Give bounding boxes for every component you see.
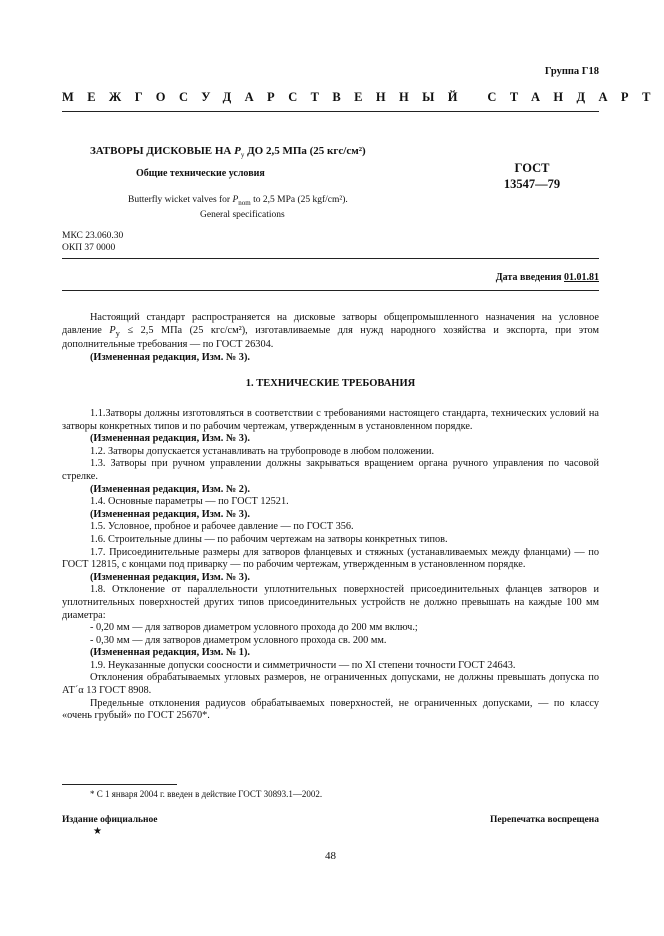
codes-rule <box>62 258 599 259</box>
group-code: Группа Г18 <box>544 66 599 77</box>
amendment-note: (Измененная редакция, Изм. № 3). <box>90 508 250 520</box>
amendment-note: (Измененная редакция, Изм. № 2). <box>90 483 250 495</box>
document-title: ЗАТВОРЫ ДИСКОВЫЕ НА $Р_у$ ДО 2,5 МПа (25 кгс/см²) <box>90 145 366 160</box>
reprint-notice: Перепечатка воспрещена <box>489 815 599 825</box>
clause-1-8: 1.8. Отклонение от параллельности уплотнительных поверхностей присоединительных фланцев затворов и уплотнительных поверхностей других типов присоединительных устройств не должно превышать на каждые 100 мм диаметра: <box>62 584 599 621</box>
date-rule <box>62 290 599 291</box>
clause-1-9: 1.9. Неуказанные допуски соосности и симметричности — по XI степени точности ГОСТ 24643. <box>90 659 516 671</box>
clause-1-9-angles: Отклонения обрабатываемых угловых размеров, не ограниченных допусками, не должны превышать допуска по АТ´α 13 ГОСТ 8908. <box>62 672 599 697</box>
clause-1-1: 1.1.Затворы должны изготовляться в соответствии с требованиями настоящего стандарта, технических условий на затворы конкретных типов и по рабочим чертежам, утвержденным в установленном порядке. <box>62 408 599 432</box>
amendment-note: (Измененная редакция, Изм. № 3). <box>90 571 250 583</box>
section-heading: 1. ТЕХНИЧЕСКИЕ ТРЕБОВАНИЯ <box>245 378 416 389</box>
clause-1-6: 1.6. Строительные длины — по рабочим чертежам на затворы конкретных типов. <box>90 533 448 545</box>
clause-1-3: 1.3. Затворы при ручном управлении должны закрываться вращением органа ручного управления по часовой стрелке. <box>62 458 599 482</box>
star-icon: ★ <box>93 826 102 837</box>
okp-code: ОКП 37 0000 <box>62 243 116 253</box>
amendment-note: (Измененная редакция, Изм. № 3). <box>90 351 250 363</box>
document-subtitle: Общие технические условия <box>136 168 265 179</box>
section-body <box>62 408 599 723</box>
list-item: - 0,20 мм — для затворов диаметром условного прохода до 200 мм включ.; <box>90 622 418 634</box>
intro-block <box>62 312 599 364</box>
page-number: 48 <box>325 850 336 862</box>
amendment-note: (Измененная редакция, Изм. № 3). <box>90 433 250 445</box>
edition-label: Издание официальное <box>62 815 158 825</box>
list-item: - 0,30 мм — для затворов диаметром условного прохода св. 200 мм. <box>90 634 387 646</box>
mks-code: МКС 23.060.30 <box>62 231 124 241</box>
clause-1-9-radii: Предельные отклонения радиусов обрабатываемых поверхностей, не ограниченных допусками, — по классу «очень грубый» по ГОСТ 25670*. <box>62 697 599 722</box>
effective-date: Дата введения 01.01.81 <box>495 272 599 283</box>
gost-number: ГОСТ 13547—79 <box>503 161 561 191</box>
standard-banner: МЕЖГОСУДАРСТВЕННЫЙ СТАНДАРТ <box>62 90 664 104</box>
footnote-rule <box>62 784 177 785</box>
footnote: * С 1 января 2004 г. введен в действие ГОСТ 30893.1—2002. <box>90 789 323 799</box>
header-rule <box>62 111 599 112</box>
clause-1-2: 1.2. Затворы допускается устанавливать на трубопроводе в любом положении. <box>90 445 435 457</box>
clause-1-5: 1.5. Условное, пробное и рабочее давление — по ГОСТ 356. <box>90 521 354 533</box>
english-title: Butterfly wicket valves for $P_{nom}$ to 2,5 MPa (25 kgf/cm²). General specifications <box>128 195 348 220</box>
clause-1-7: 1.7. Присоединительные размеры для затворов фланцевых и стяжных (устанавливаемых между фланцами) — по ГОСТ 12815, с концами под приварку — по рабочим чертежам, утвержденным в установленном порядке. <box>62 546 599 571</box>
intro-paragraph: Настоящий стандарт распространяется на дисковые затворы общепромышленного назначения на условное давление $Р_у \le 2,5$ МПа (25 кгс/см²), изготавливаемые для нужд народного хозяйства и экспорта, при этом дополнительные требования — по ГОСТ 26304. <box>62 312 599 351</box>
clause-1-4: 1.4. Основные параметры — по ГОСТ 12521. <box>90 496 289 508</box>
classification-codes <box>62 230 123 254</box>
amendment-note: (Измененная редакция, Изм. № 1). <box>90 647 250 659</box>
